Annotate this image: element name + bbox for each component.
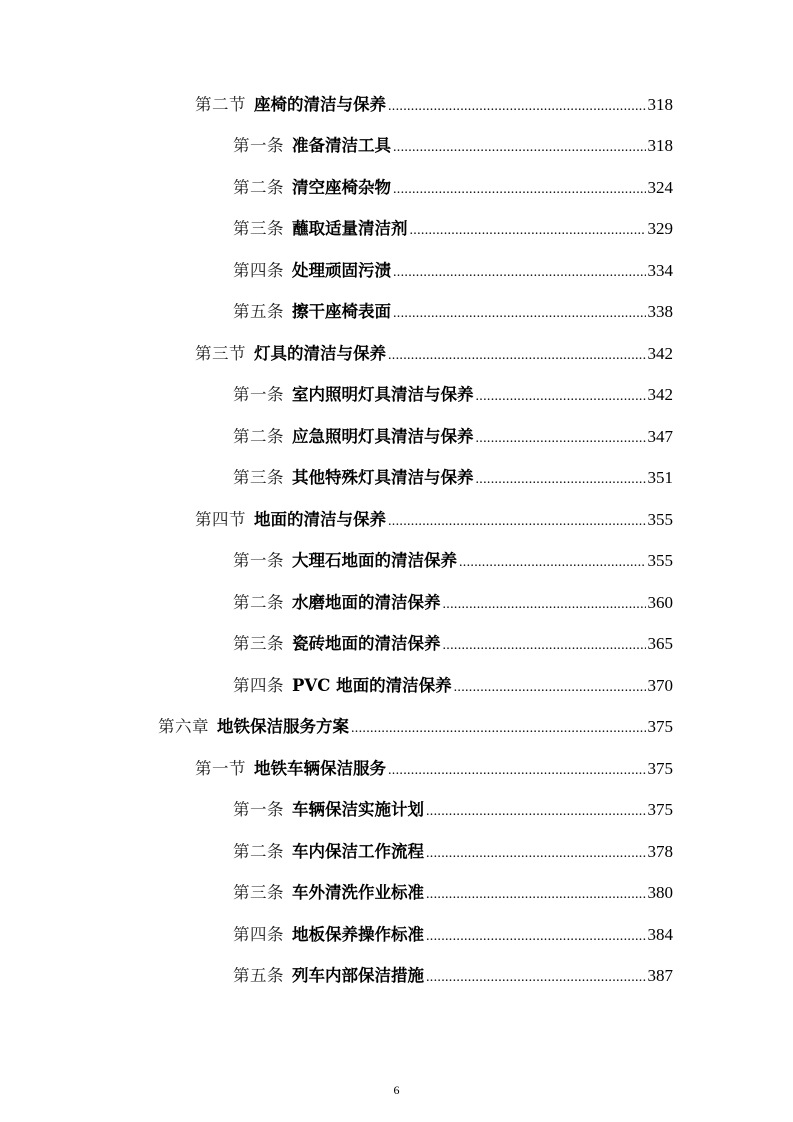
toc-entry-title: 处理顽固污渍 (292, 261, 391, 280)
toc-entry[interactable] (233, 175, 673, 201)
toc-entry-title: 列车内部保洁措施 (292, 966, 424, 985)
toc-entry-page: 342 (647, 344, 673, 363)
dot-leader (476, 382, 646, 410)
toc-entry-number: 第五条 (233, 302, 284, 321)
toc-entry-page: 342 (647, 385, 673, 404)
toc-entry-title: 大理石地面的清洁保养 (292, 551, 457, 570)
toc-entry-title: 地板保养操作标准 (292, 925, 424, 944)
dot-leader (459, 548, 646, 576)
toc-entry-page: 384 (647, 925, 673, 944)
toc-entry-number: 第四条 (233, 261, 284, 280)
toc-entry-page: 351 (647, 468, 673, 487)
dot-leader (443, 590, 646, 618)
toc-entry-number: 第四节 (195, 510, 246, 529)
toc-entry[interactable] (233, 631, 673, 657)
toc-entry-title: 车辆保洁实施计划 (292, 800, 424, 819)
toc-entry[interactable] (195, 341, 673, 367)
toc-entry-number: 第二条 (233, 842, 284, 861)
toc-entry[interactable] (195, 756, 673, 782)
toc-entry-number: 第一条 (233, 800, 284, 819)
dot-leader (393, 258, 646, 286)
dot-leader (393, 133, 646, 161)
toc-entry-page: 318 (647, 136, 673, 155)
toc-entry-number: 第一条 (233, 385, 284, 404)
toc-entry-number: 第三条 (233, 219, 284, 238)
dot-leader (388, 92, 646, 120)
toc-entry-title: 擦干座椅表面 (292, 302, 391, 321)
dot-leader (476, 465, 646, 493)
toc-entry[interactable] (233, 424, 673, 450)
dot-leader (426, 922, 646, 950)
toc-entry-number: 第三条 (233, 634, 284, 653)
toc-entry[interactable] (233, 963, 673, 989)
toc-entry-page: 355 (647, 551, 673, 570)
toc-entry-title: 准备清洁工具 (292, 136, 391, 155)
dot-leader (410, 216, 646, 244)
toc-entry-number: 第二条 (233, 593, 284, 612)
toc-entry-number: 第三条 (233, 883, 284, 902)
toc-entry-page: 380 (647, 883, 673, 902)
toc-entry-page: 360 (647, 593, 673, 612)
toc-entry-number: 第二条 (233, 178, 284, 197)
dot-leader (426, 880, 646, 908)
toc-entry-page: 324 (647, 178, 673, 197)
toc-entry-title: 清空座椅杂物 (292, 178, 391, 197)
dot-leader (393, 299, 646, 327)
toc-entry-title: 其他特殊灯具清洁与保养 (292, 468, 474, 487)
toc-entry[interactable] (233, 922, 673, 948)
dot-leader (476, 424, 646, 452)
toc-entry[interactable] (195, 507, 673, 533)
toc-entry-number: 第二节 (195, 95, 246, 114)
toc-entry-title: 车外清洗作业标准 (292, 883, 424, 902)
toc-entry-page: 329 (647, 219, 673, 238)
toc-entry[interactable] (233, 797, 673, 823)
toc-entry-page: 334 (647, 261, 673, 280)
toc-entry-page: 375 (647, 717, 673, 736)
dot-leader (351, 714, 646, 742)
toc-entry[interactable] (233, 839, 673, 865)
toc-entry[interactable] (233, 382, 673, 408)
toc-entry[interactable] (233, 548, 673, 574)
dot-leader (388, 507, 646, 535)
toc-entry-title: 地铁车辆保洁服务 (254, 759, 386, 778)
toc-entry-title: 地面的清洁与保养 (254, 510, 386, 529)
toc-entry-title: PVC 地面的清洁保养 (292, 676, 452, 695)
toc-entry-number: 第六章 (158, 717, 209, 736)
toc-entry[interactable] (233, 299, 673, 325)
dot-leader (443, 631, 646, 659)
toc-entry-title: 地铁保洁服务方案 (217, 717, 349, 736)
toc-entry-number: 第一节 (195, 759, 246, 778)
toc-entry[interactable] (233, 590, 673, 616)
toc-entry-number: 第一条 (233, 551, 284, 570)
toc-entry-number: 第一条 (233, 136, 284, 155)
toc-entry-page: 375 (647, 800, 673, 819)
toc-entry-title: 灯具的清洁与保养 (254, 344, 386, 363)
toc-entry-page: 370 (647, 676, 673, 695)
toc-entry[interactable] (233, 880, 673, 906)
toc-entry[interactable] (233, 673, 673, 699)
toc-entry[interactable] (233, 258, 673, 284)
page-number: 6 (393, 1083, 400, 1097)
toc-entry[interactable] (195, 92, 673, 118)
toc-entry-page: 338 (647, 302, 673, 321)
dot-leader (426, 839, 646, 867)
dot-leader (426, 797, 646, 825)
toc-entry-title: 应急照明灯具清洁与保养 (292, 427, 474, 446)
toc-entry-title: 蘸取适量清洁剂 (292, 219, 408, 238)
toc-entry-number: 第二条 (233, 427, 284, 446)
toc-entry-page: 318 (647, 95, 673, 114)
toc-entry-title: 水磨地面的清洁保养 (292, 593, 441, 612)
toc-entry-title: 室内照明灯具清洁与保养 (292, 385, 474, 404)
dot-leader (393, 175, 646, 203)
toc-entry-number: 第五条 (233, 966, 284, 985)
toc-entry-number: 第三条 (233, 468, 284, 487)
toc-entry-page: 365 (647, 634, 673, 653)
toc-entry-number: 第四条 (233, 676, 284, 695)
toc-entry[interactable] (233, 216, 673, 242)
toc-entry-page: 387 (647, 966, 673, 985)
toc-entry-number: 第三节 (195, 344, 246, 363)
toc-entry-title: 座椅的清洁与保养 (254, 95, 386, 114)
toc-entry-page: 378 (647, 842, 673, 861)
dot-leader (426, 963, 646, 991)
toc-entry-title: 车内保洁工作流程 (292, 842, 424, 861)
toc-entry[interactable] (233, 465, 673, 491)
dot-leader (388, 756, 646, 784)
toc-entry-page: 375 (647, 759, 673, 778)
dot-leader (454, 673, 646, 701)
toc-entry[interactable] (233, 133, 673, 159)
toc-entry-page: 355 (647, 510, 673, 529)
toc-entry[interactable] (158, 714, 673, 740)
toc-entry-page: 347 (647, 427, 673, 446)
dot-leader (388, 341, 646, 369)
toc-entry-number: 第四条 (233, 925, 284, 944)
toc-entry-title: 瓷砖地面的清洁保养 (292, 634, 441, 653)
